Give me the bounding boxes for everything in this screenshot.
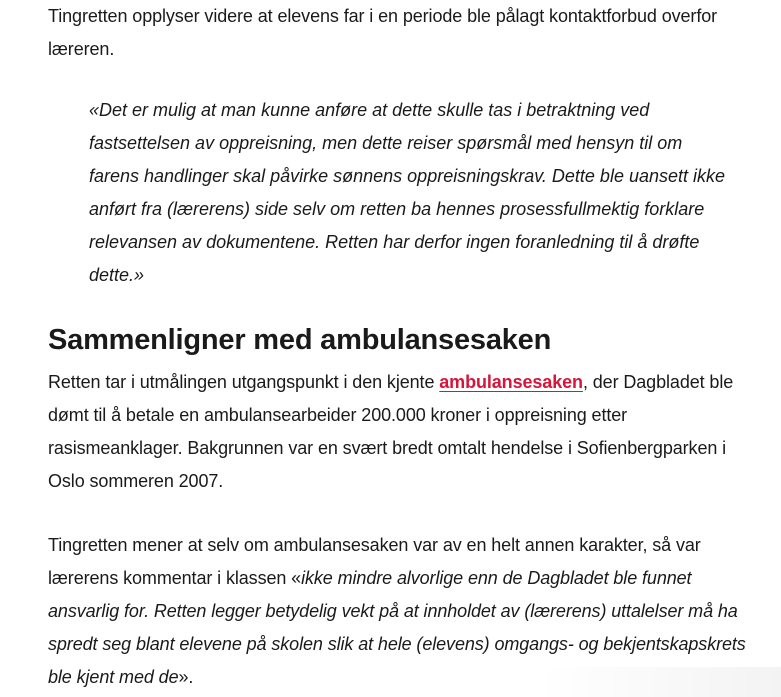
bottom-fade bbox=[541, 667, 781, 697]
paragraph-contact-ban: Tingretten opplyser videre at elevens far i en periode ble pålagt kontaktforbud overfor læreren. bbox=[48, 6, 718, 59]
section-heading: Sammenligner med ambulansesaken bbox=[48, 324, 552, 356]
ambulansesaken-link[interactable]: ambulansesaken bbox=[439, 372, 583, 392]
p3-italic-quote: ikke mindre alvorlige enn de Dagbladet ble funnet ansvarlig for. Retten legger betydelig vekt på at innholdet av (lærerens) uttalelser må ha spredt seg blant elevene på skolen slik at hele (elevens) omgangs- og bekjentskapskrets ble kjent med de bbox=[48, 568, 746, 687]
court-quote: «Det er mulig at man kunne anføre at dette skulle tas i betraktning ved fastsettelsen av oppreisning, men dette reiser spørsmål med hensyn til om farens handlinger skal påvirke sønnens oppreisningskrav. Dette ble uansett ikke anført fra (lærerens) side selv om retten ba hennes prosessfullmektig forklare relevansen av dokumentene. Retten har derfor ingen foranledning til å drøfte dette.» bbox=[89, 100, 726, 285]
article-body bbox=[48, 0, 760, 687]
p2-text-before: Retten tar i utmålingen utgangspunkt i den kjente bbox=[48, 372, 440, 392]
p3-text-before: Tingretten mener at selv om ambulansesaken var av en helt annen karakter, så var lærerens kommentar i klassen « bbox=[48, 535, 701, 588]
p3-text-after: ». bbox=[178, 667, 194, 687]
paragraph-ambulance-case bbox=[48, 366, 760, 498]
p2-text-after: , der Dagbladet ble dømt til å betale en ambulansearbeider 200.000 kroner i oppreisning etter rasismeanklager. Bakgrunnen var en svært bredt omtalt hendelse i Sofienbergparken i Oslo sommeren 2007. bbox=[48, 372, 734, 491]
